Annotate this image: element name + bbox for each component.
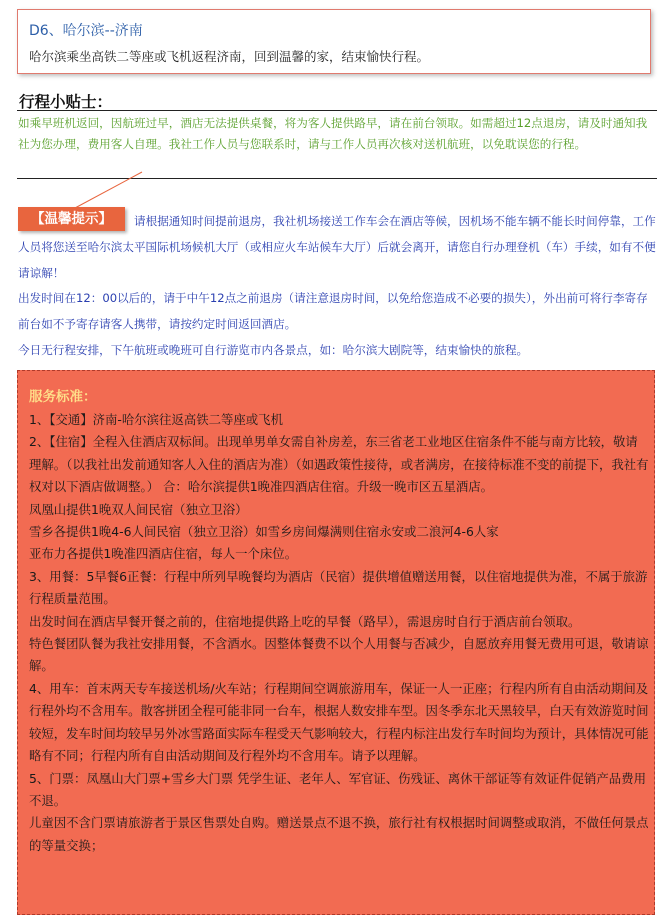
warm-tip-paragraph: 请根据通知时间提前退房，我社机场接送工作车会在酒店等候，因机场不能车辆不能长时间停靠，工作人员将您送至哈尔滨太平国际机场候机大厅（或相应火车站候车大厅）后就会离开，请您自行办理登机（车）手续，如有不便请谅解！ [18,214,656,280]
service-standard-title: 服务标准： [29,389,97,405]
warm-tip-paragraph: 今日无行程安排，下午航班或晚班可自行游览市内各景点，如：哈尔滨大剧院等，结束愉快的旅程。 [18,342,529,357]
service-standard-body [29,409,649,857]
warm-tip-paragraph: 出发时间在12：00以后的，请于中午12点之前退房（请注意退房时间，以免给您造成不必要的损失），外出前可将行李寄存前台如不予寄存请客人携带，请按约定时间返回酒店。 [18,291,648,332]
standard-line: 凤凰山提供1晚双人间民宿（独立卫浴） [29,501,248,517]
warm-tips-section [18,209,658,364]
day-title: D6、哈尔滨--济南 [29,23,143,39]
standard-line: 特色餐团队餐为我社安排用餐，不含酒水。因整体餐费不以个人用餐与否减少，自愿放弃用餐无费用可退，敬请谅解。 [29,636,649,674]
standard-line: 2、【住宿】全程入住酒店双标间。出现单男单女需自补房差，东三省老工业地区住宿条件不能与南方比较，敬请理解。（以我社出发前通知客人入住的酒店为准）（如遇政策性接待，或者满房，在接待标准不变的前提下，我社有权对以下酒店做调整。） 合：哈尔滨提供1晚准四酒店住宿。升级一晚市区五星酒店。 [29,434,649,495]
standard-line: 3、用餐：5早餐6正餐：行程中所列早晚餐均为酒店（民宿）提供增值赠送用餐，以住宿地提供为准，不属于旅游行程质量范围。 [29,568,648,607]
day-description: 哈尔滨乘坐高铁二等座或飞机返程济南，回到温馨的家，结束愉快行程。 [29,49,430,64]
standard-line: 雪乡各提供1晚4-6人间民宿（独立卫浴）如雪乡房间爆满则住宿永安或二浪河4-6人家 [29,524,499,540]
standard-line: 1、【交通】济南-哈尔滨往返高铁二等座或飞机 [29,412,283,427]
tips-heading: 行程小贴士： [19,93,113,111]
standard-line: 5、门票：凤凰山大门票+雪乡大门票 凭学生证、老年人、军官证、伤残证、离休干部证等有效证件促销产品费用不退。 [29,770,646,808]
standard-line: 4、用车：首末两天专车接送机场/火车站；行程期间空调旅游用车，保证一人一正座；行程内所有自由活动期间及行程外均不含用车。散客拼团全程可能非同一台车，根据人数安排车型。因冬季东北天黑较早，白天有效游览时间较短，发车时间均较早另外冰雪路面实际车程受天气影响较大，行程内标注出发行车时间均为预计，具体情况可能略有不同；行程内所有自由活动期间及行程外均不含用车。请予以理解。 [29,680,649,764]
standard-line: 儿童因不含门票请旅游者于景区售票处自购。赠送景点不退不换，旅行社有权根据时间调整或取消，不做任何景点的等量交换； [29,815,649,853]
standard-line: 亚布力各提供1晚准四酒店住宿，每人一个床位。 [29,546,298,562]
service-standard-panel [17,370,655,915]
standard-line: 出发时间在酒店早餐开餐之前的，住宿地提供路上吃的早餐（路早），需退房时自行于酒店前台领取。 [29,613,581,629]
tips-body: 如乘早班机返回，因航班过早，酒店无法提供桌餐，将为客人提供路早，请在前台领取。如需超过12点退房，请及时通知我社为您办理，费用客人自理。我社工作人员与您联系时，请与工作人员再次核对送机航班，以免耽误您的行程。 [18,116,648,151]
warm-tips-badge: 【温馨提示】 [18,207,125,231]
